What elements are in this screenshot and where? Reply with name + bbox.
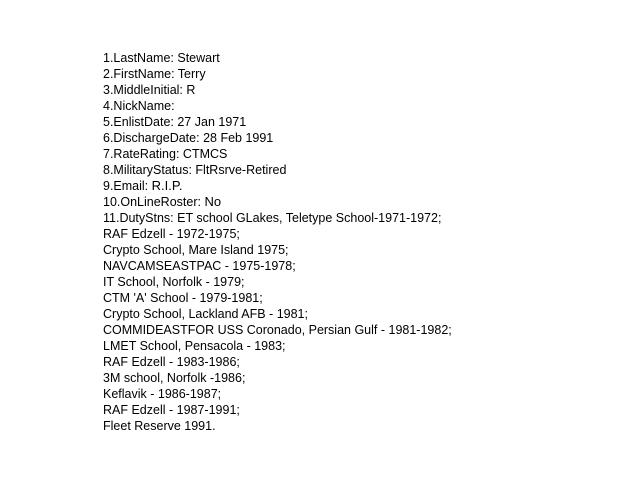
field-discharge-date [103, 130, 452, 146]
field-nick-name [103, 98, 452, 114]
duty-station-line: CTM 'A' School - 1979-1981; [103, 291, 263, 305]
field-middle-initial [103, 82, 452, 98]
duty-station-line: Crypto School, Lackland AFB - 1981; [103, 307, 308, 321]
duty-station-line: LMET School, Pensacola - 1983; [103, 339, 286, 353]
duty-station-line: Crypto School, Mare Island 1975; [103, 243, 289, 257]
duty-station-line: NAVCAMSEASTPAC - 1975-1978; [103, 259, 296, 273]
field-label: 7.RateRating: [103, 147, 180, 161]
field-label: 11.DutyStns: [103, 211, 174, 225]
field-label: 6.DischargeDate: [103, 131, 200, 145]
field-value: ET school GLakes, Teletype School-1971-1972; [177, 211, 442, 225]
field-label: 3.MiddleInitial: [103, 83, 183, 97]
field-label: 2.FirstName: [103, 67, 175, 81]
field-enlist-date [103, 114, 452, 130]
field-label: 9.Email: [103, 179, 149, 193]
duty-station-line: Fleet Reserve 1991. [103, 419, 216, 433]
duty-station-line: COMMIDEASTFOR USS Coronado, Persian Gulf - 1981-1982; [103, 323, 452, 337]
field-value: R [186, 83, 196, 97]
service-record [103, 50, 452, 434]
duty-station-line: 3M school, Norfolk -1986; [103, 371, 246, 385]
field-value: Terry [177, 67, 206, 81]
field-email [103, 178, 452, 194]
duty-station-line: Keflavik - 1986-1987; [103, 387, 222, 401]
duty-station-line: RAF Edzell - 1983-1986; [103, 355, 240, 369]
field-rate-rating [103, 146, 452, 162]
field-military-status [103, 162, 452, 178]
field-label: 10.OnLineRoster: [103, 195, 201, 209]
field-online-roster [103, 194, 452, 210]
field-value: No [204, 194, 222, 209]
field-value: R.I.P. [151, 178, 183, 193]
field-value: 28 Feb 1991 [203, 131, 274, 145]
field-value: 27 Jan 1971 [177, 115, 247, 129]
field-duty-stations [103, 210, 452, 226]
field-first-name [103, 66, 452, 82]
field-label: 8.MilitaryStatus: [103, 163, 192, 177]
field-label: 1.LastName: [103, 51, 174, 65]
field-value: Stewart [177, 51, 220, 65]
field-label: 4.NickName: [103, 99, 175, 113]
field-label: 5.EnlistDate: [103, 115, 174, 129]
field-value: CTMCS [182, 147, 228, 161]
field-value: FltRsrve-Retired [195, 163, 287, 177]
duty-station-line: RAF Edzell - 1972-1975; [103, 227, 240, 241]
duty-station-line: IT School, Norfolk - 1979; [103, 275, 245, 289]
field-last-name [103, 50, 452, 66]
duty-station-line: RAF Edzell - 1987-1991; [103, 403, 240, 417]
